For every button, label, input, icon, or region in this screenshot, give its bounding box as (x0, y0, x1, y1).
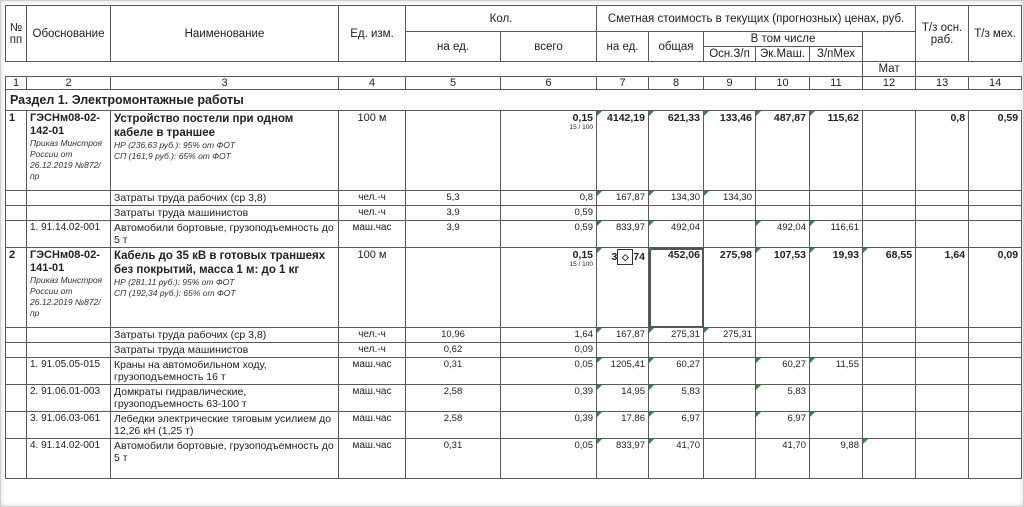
item-qty-total[interactable] (501, 248, 597, 328)
sub-cost-total[interactable]: 492,04 (649, 221, 704, 248)
col-header-empty (863, 32, 916, 62)
colnum: 14 (969, 77, 1022, 90)
sub-cost-total[interactable] (649, 206, 704, 221)
sub-mat[interactable] (863, 328, 916, 343)
item-title: Устройство постели при одном кабеле в траншее (114, 113, 294, 139)
item-zpmeh[interactable]: 115,62 (810, 111, 863, 191)
table-row[interactable] (6, 221, 1022, 248)
cost-per-part: 74 (633, 250, 645, 263)
sub-cost-total[interactable]: 6,97 (649, 412, 704, 439)
sub-cost-total[interactable]: 5,83 (649, 385, 704, 412)
item-num: 1 (6, 111, 27, 191)
sub-cost-per[interactable]: 167,87 (597, 328, 649, 343)
sub-unit[interactable]: чел.-ч (339, 206, 406, 221)
sub-code[interactable] (27, 206, 111, 221)
sub-qty-total[interactable]: 0,09 (501, 343, 597, 358)
col-header-qty-total: всего (501, 32, 597, 62)
table-row[interactable] (6, 412, 1022, 439)
colnum: 6 (501, 77, 597, 90)
sub-cost-per[interactable]: 833,97 (597, 439, 649, 479)
sub-unit[interactable]: маш.час (339, 439, 406, 479)
sub-ekmash[interactable] (756, 343, 810, 358)
sub-name[interactable]: Автомобили бортовые, грузоподъемность до 5 т (111, 221, 339, 248)
sub-code[interactable]: 1. 91.05.05-015 (27, 358, 111, 385)
qty-total-value: 0,15 (572, 112, 593, 124)
column-numbers-row (6, 77, 1022, 90)
qty-total-value: 0,15 (572, 249, 593, 261)
sub-osn[interactable] (704, 385, 756, 412)
sub-zpmeh[interactable] (810, 343, 863, 358)
sub-unit[interactable]: маш.час (339, 358, 406, 385)
item-cost-total[interactable]: 452,06 (649, 248, 704, 328)
col-header-name: Наименование (111, 6, 339, 62)
sub-unit[interactable]: маш.час (339, 221, 406, 248)
sub-qty-per[interactable]: 2,58 (406, 385, 501, 412)
sub-cost-per[interactable] (597, 206, 649, 221)
item-qty-total[interactable] (501, 111, 597, 191)
colnum: 9 (704, 77, 756, 90)
table-row[interactable] (6, 385, 1022, 412)
sub-zpmeh[interactable]: 11,55 (810, 358, 863, 385)
item-cost-per[interactable] (597, 248, 649, 328)
sub-osn[interactable] (704, 412, 756, 439)
sub-mat[interactable] (863, 191, 916, 206)
table-row[interactable] (6, 343, 1022, 358)
table-row[interactable] (6, 439, 1022, 479)
cost-per-part: 3 (611, 250, 618, 263)
item-num: 2 (6, 248, 27, 328)
sub-ekmash[interactable]: 6,97 (756, 412, 810, 439)
sub-ekmash[interactable]: 60,27 (756, 358, 810, 385)
item-title: Кабель до 35 кВ в готовых траншеях без покрытий, масса 1 м: до 1 кг (114, 250, 326, 276)
sub-cost-total[interactable]: 275,31 (649, 328, 704, 343)
item-mat[interactable]: 68,55 (863, 248, 916, 328)
sub-unit[interactable]: чел.-ч (339, 343, 406, 358)
sub-qty-per[interactable]: 10,96 (406, 328, 501, 343)
table-row[interactable] (6, 328, 1022, 343)
colnum: 10 (756, 77, 810, 90)
sub-code[interactable]: 1. 91.14.02-001 (27, 221, 111, 248)
item-qty-per[interactable] (406, 111, 501, 191)
sub-qty-total[interactable]: 0,59 (501, 206, 597, 221)
sub-osn[interactable]: 134,30 (704, 191, 756, 206)
colnum: 3 (111, 77, 339, 90)
sub-code[interactable]: 2. 91.06.01-003 (27, 385, 111, 412)
col-header-basis: Обоснование (27, 6, 111, 62)
sub-ekmash[interactable]: 5,83 (756, 385, 810, 412)
item-mat[interactable] (863, 111, 916, 191)
col-header-cost: Сметная стоимость в текущих (прогнозных) ценах, руб. (597, 6, 916, 32)
sub-osn[interactable] (704, 221, 756, 248)
item-ekmash[interactable]: 107,53 (756, 248, 810, 328)
sub-name[interactable]: Затраты труда рабочих (ср 3,8) (111, 328, 339, 343)
colnum: 7 (597, 77, 649, 90)
sub-zpmeh[interactable] (810, 206, 863, 221)
table-row[interactable] (6, 111, 1022, 191)
table-row[interactable] (6, 358, 1022, 385)
item-code: ГЭСНм08-02-142-01 (30, 112, 100, 137)
sub-osn[interactable]: 275,31 (704, 328, 756, 343)
item-name[interactable] (111, 111, 339, 191)
item-np: НР (281,11 руб.): 95% от ФОТ (114, 277, 235, 287)
sub-cost-per[interactable] (597, 343, 649, 358)
col-header-tz-osn: Т/з осн. раб. (916, 6, 969, 62)
sub-mat[interactable] (863, 412, 916, 439)
sub-name[interactable]: Автомобили бортовые, грузоподъемность до 5 т (111, 439, 339, 479)
sub-cost-per[interactable]: 17,86 (597, 412, 649, 439)
colnum: 5 (406, 77, 501, 90)
item-tz-meh[interactable]: 0,59 (969, 111, 1022, 191)
sub-zpmeh[interactable] (810, 328, 863, 343)
sub-qty-per[interactable]: 3,9 (406, 206, 501, 221)
col-header-osn: Осн.З/п (704, 47, 756, 62)
table-row[interactable] (6, 248, 1022, 328)
qty-fraction: 15 / 100 (569, 124, 593, 131)
sub-name[interactable]: Затраты труда машинистов (111, 206, 339, 221)
sub-mat[interactable] (863, 439, 916, 479)
sub-ekmash[interactable] (756, 191, 810, 206)
item-tz-meh[interactable]: 0,09 (969, 248, 1022, 328)
item-tz-osn[interactable]: 1,64 (916, 248, 969, 328)
item-code: ГЭСНм08-02-141-01 (30, 249, 100, 274)
item-sp: СП (161,9 руб.): 65% от ФОТ (114, 151, 231, 161)
sub-qty-total[interactable]: 0,59 (501, 221, 597, 248)
sub-zpmeh[interactable] (810, 191, 863, 206)
item-cost-total[interactable]: 621,33 (649, 111, 704, 191)
col-header-cost-per: на ед. (597, 32, 649, 62)
sub-zpmeh[interactable]: 9,88 (810, 439, 863, 479)
item-sp: СП (192,34 руб.): 65% от ФОТ (114, 288, 236, 298)
sub-osn[interactable] (704, 439, 756, 479)
item-order: Приказ Минстроя России от 26.12.2019 №872/пр (30, 275, 103, 318)
sub-qty-total[interactable]: 0,39 (501, 385, 597, 412)
sub-ekmash[interactable] (756, 206, 810, 221)
colnum: 12 (863, 77, 916, 90)
item-unit[interactable]: 100 м (339, 248, 406, 328)
item-cost-per[interactable]: 4142,19 (597, 111, 649, 191)
sub-ekmash[interactable]: 492,04 (756, 221, 810, 248)
qty-fraction: 15 / 100 (569, 261, 593, 268)
item-zpmeh[interactable]: 19,93 (810, 248, 863, 328)
sub-name[interactable]: Затраты труда рабочих (ср 3,8) (111, 191, 339, 206)
col-header-mat: Мат (863, 62, 916, 77)
colnum: 2 (27, 77, 111, 90)
sub-cost-per[interactable]: 833,97 (597, 221, 649, 248)
sub-code[interactable] (27, 191, 111, 206)
sub-cost-per[interactable]: 14,95 (597, 385, 649, 412)
sub-qty-per[interactable]: 2,58 (406, 412, 501, 439)
sub-mat[interactable] (863, 358, 916, 385)
item-name[interactable] (111, 248, 339, 328)
colnum: 1 (6, 77, 27, 90)
sub-ekmash[interactable]: 41,70 (756, 439, 810, 479)
item-np: НР (236,63 руб.): 95% от ФОТ (114, 140, 236, 150)
sub-cost-total[interactable]: 134,30 (649, 191, 704, 206)
sub-cost-total[interactable]: 41,70 (649, 439, 704, 479)
col-header-incl: В том числе (704, 32, 863, 47)
section-row (6, 90, 1022, 111)
sub-unit[interactable]: чел.-ч (339, 191, 406, 206)
sub-osn[interactable] (704, 206, 756, 221)
col-header-qty: Кол. (406, 6, 597, 32)
item-basis[interactable] (27, 111, 111, 191)
sub-name[interactable]: Краны на автомобильном ходу, грузоподъемность 16 т (111, 358, 339, 385)
item-osn[interactable]: 133,46 (704, 111, 756, 191)
item-osn[interactable]: 275,98 (704, 248, 756, 328)
colnum: 4 (339, 77, 406, 90)
sub-osn[interactable] (704, 358, 756, 385)
item-tz-osn[interactable]: 0,8 (916, 111, 969, 191)
sub-name[interactable]: Затраты труда машинистов (111, 343, 339, 358)
col-header-num: № пп (6, 6, 27, 62)
table-row[interactable] (6, 206, 1022, 221)
item-qty-per[interactable] (406, 248, 501, 328)
sub-cost-per[interactable]: 1205,41 (597, 358, 649, 385)
col-header-tz-meh: Т/з мех. (969, 6, 1022, 62)
col-header-unit: Ед. изм. (339, 6, 406, 62)
sub-qty-total[interactable]: 1,64 (501, 328, 597, 343)
sub-qty-total[interactable]: 0,05 (501, 439, 597, 479)
sub-mat[interactable] (863, 343, 916, 358)
item-ekmash[interactable]: 487,87 (756, 111, 810, 191)
sub-qty-total[interactable]: 0,8 (501, 191, 597, 206)
sub-osn[interactable] (704, 343, 756, 358)
item-order: Приказ Минстроя России от 26.12.2019 №872/пр (30, 138, 103, 181)
sub-qty-per[interactable]: 3,9 (406, 221, 501, 248)
sub-unit[interactable]: маш.час (339, 385, 406, 412)
colnum: 11 (810, 77, 863, 90)
sub-zpmeh[interactable]: 116,61 (810, 221, 863, 248)
col-header-cost-total: общая (649, 32, 704, 62)
sub-qty-per[interactable]: 0,62 (406, 343, 501, 358)
col-header-ekmash: Эк.Маш. (756, 47, 810, 62)
sub-cost-total[interactable]: 60,27 (649, 358, 704, 385)
sub-ekmash[interactable] (756, 328, 810, 343)
sub-code[interactable] (27, 328, 111, 343)
sub-qty-per[interactable]: 0,31 (406, 439, 501, 479)
sub-mat[interactable] (863, 385, 916, 412)
section-title[interactable]: Раздел 1. Электромонтажные работы (6, 90, 1022, 111)
sub-qty-total[interactable]: 0,39 (501, 412, 597, 439)
sub-qty-per[interactable]: 0,31 (406, 358, 501, 385)
item-basis[interactable] (27, 248, 111, 328)
sub-code[interactable]: 3. 91.06.03-061 (27, 412, 111, 439)
sub-name[interactable]: Лебедки электрические тяговым усилием до 12,26 кН (1,25 т) (111, 412, 339, 439)
sub-cost-total[interactable] (649, 343, 704, 358)
col-header-qty-per: на ед. (406, 32, 501, 62)
sub-code[interactable] (27, 343, 111, 358)
colnum: 8 (649, 77, 704, 90)
sub-mat[interactable] (863, 221, 916, 248)
sub-unit[interactable]: маш.час (339, 412, 406, 439)
sub-code[interactable]: 4. 91.14.02-001 (27, 439, 111, 479)
col-header-zpmeh: З/пМех (810, 47, 863, 62)
colnum: 13 (916, 77, 969, 90)
sub-unit[interactable]: чел.-ч (339, 328, 406, 343)
sub-name[interactable]: Домкраты гидравлические, грузоподъемность 63-100 т (111, 385, 339, 412)
sub-cost-per[interactable]: 167,87 (597, 191, 649, 206)
sub-zpmeh[interactable] (810, 385, 863, 412)
sub-qty-total[interactable]: 0,05 (501, 358, 597, 385)
drag-handle-icon[interactable]: ◇ (617, 249, 633, 265)
sub-mat[interactable] (863, 206, 916, 221)
sub-qty-per[interactable]: 5,3 (406, 191, 501, 206)
sub-zpmeh[interactable] (810, 412, 863, 439)
table-row[interactable] (6, 191, 1022, 206)
estimate-table (5, 5, 1022, 479)
item-unit[interactable]: 100 м (339, 111, 406, 191)
